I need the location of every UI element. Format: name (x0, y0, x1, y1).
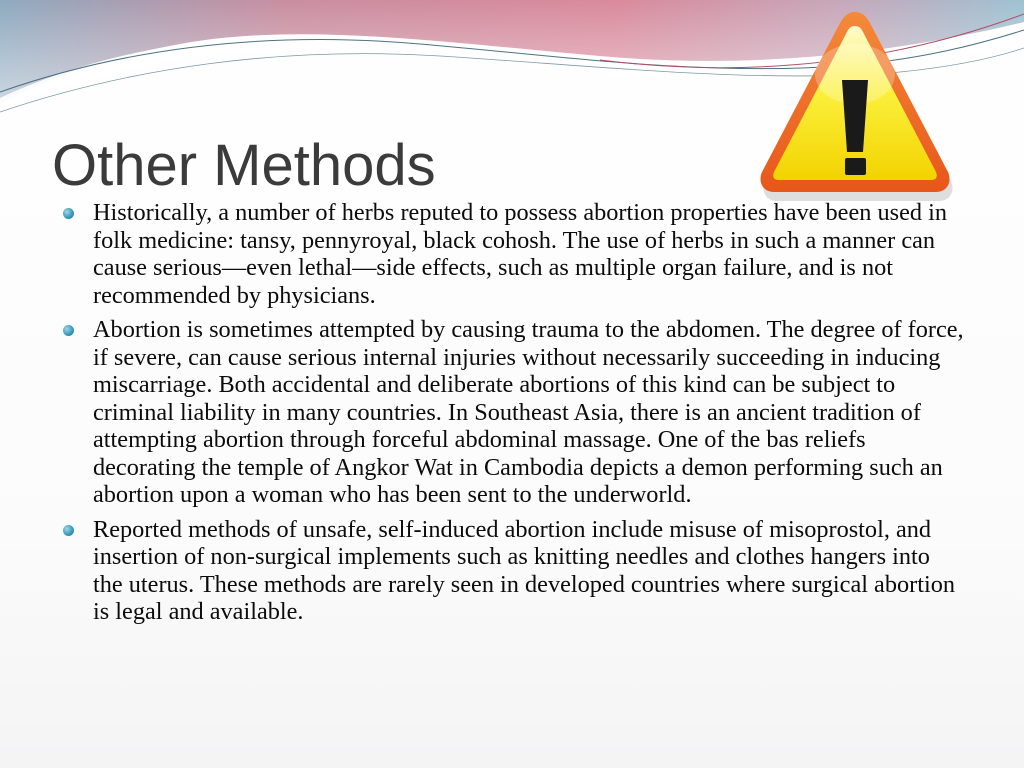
bullet-item-trauma (60, 316, 965, 509)
slide-title: Other Methods (52, 133, 436, 198)
bullet-dot-icon (63, 208, 74, 219)
bullet-item-herbs (60, 199, 965, 309)
bullet-text: Abortion is sometimes attempted by causing trauma to the abdomen. The degree of force, if severe, can cause serious internal injuries without necessarily succeeding in inducing miscarriage. Both accidental and deliberate abortions of this kind can be subject to criminal liability in many countries. In Southeast Asia, there is an ancient tradition of attempting abortion through forceful abdominal massage. One of the bas reliefs decorating the temple of Angkor Wat in Cambodia depicts a demon performing such an abortion upon a woman who has been sent to the underworld. (93, 316, 964, 508)
bullet-text: Historically, a number of herbs reputed to possess abortion properties have been used in folk medicine: tansy, pennyroyal, black cohosh. The use of herbs in such a manner can cause serious—even lethal—side effects, such as multiple organ failure, and is not recommended by physicians. (93, 199, 947, 309)
bullet-text: Reported methods of unsafe, self-induced abortion include misuse of misoprostol, and insertion of non-surgical implements such as knitting needles and clothes hangers into the uterus. These methods are rarely seen in developed countries where surgical abortion is legal and available. (93, 515, 956, 625)
warning-icon (752, 4, 958, 206)
bullet-item-unsafe-methods (60, 516, 965, 626)
bullet-dot-icon (63, 525, 74, 536)
bullet-dot-icon (63, 325, 74, 336)
bullet-list (60, 199, 965, 633)
